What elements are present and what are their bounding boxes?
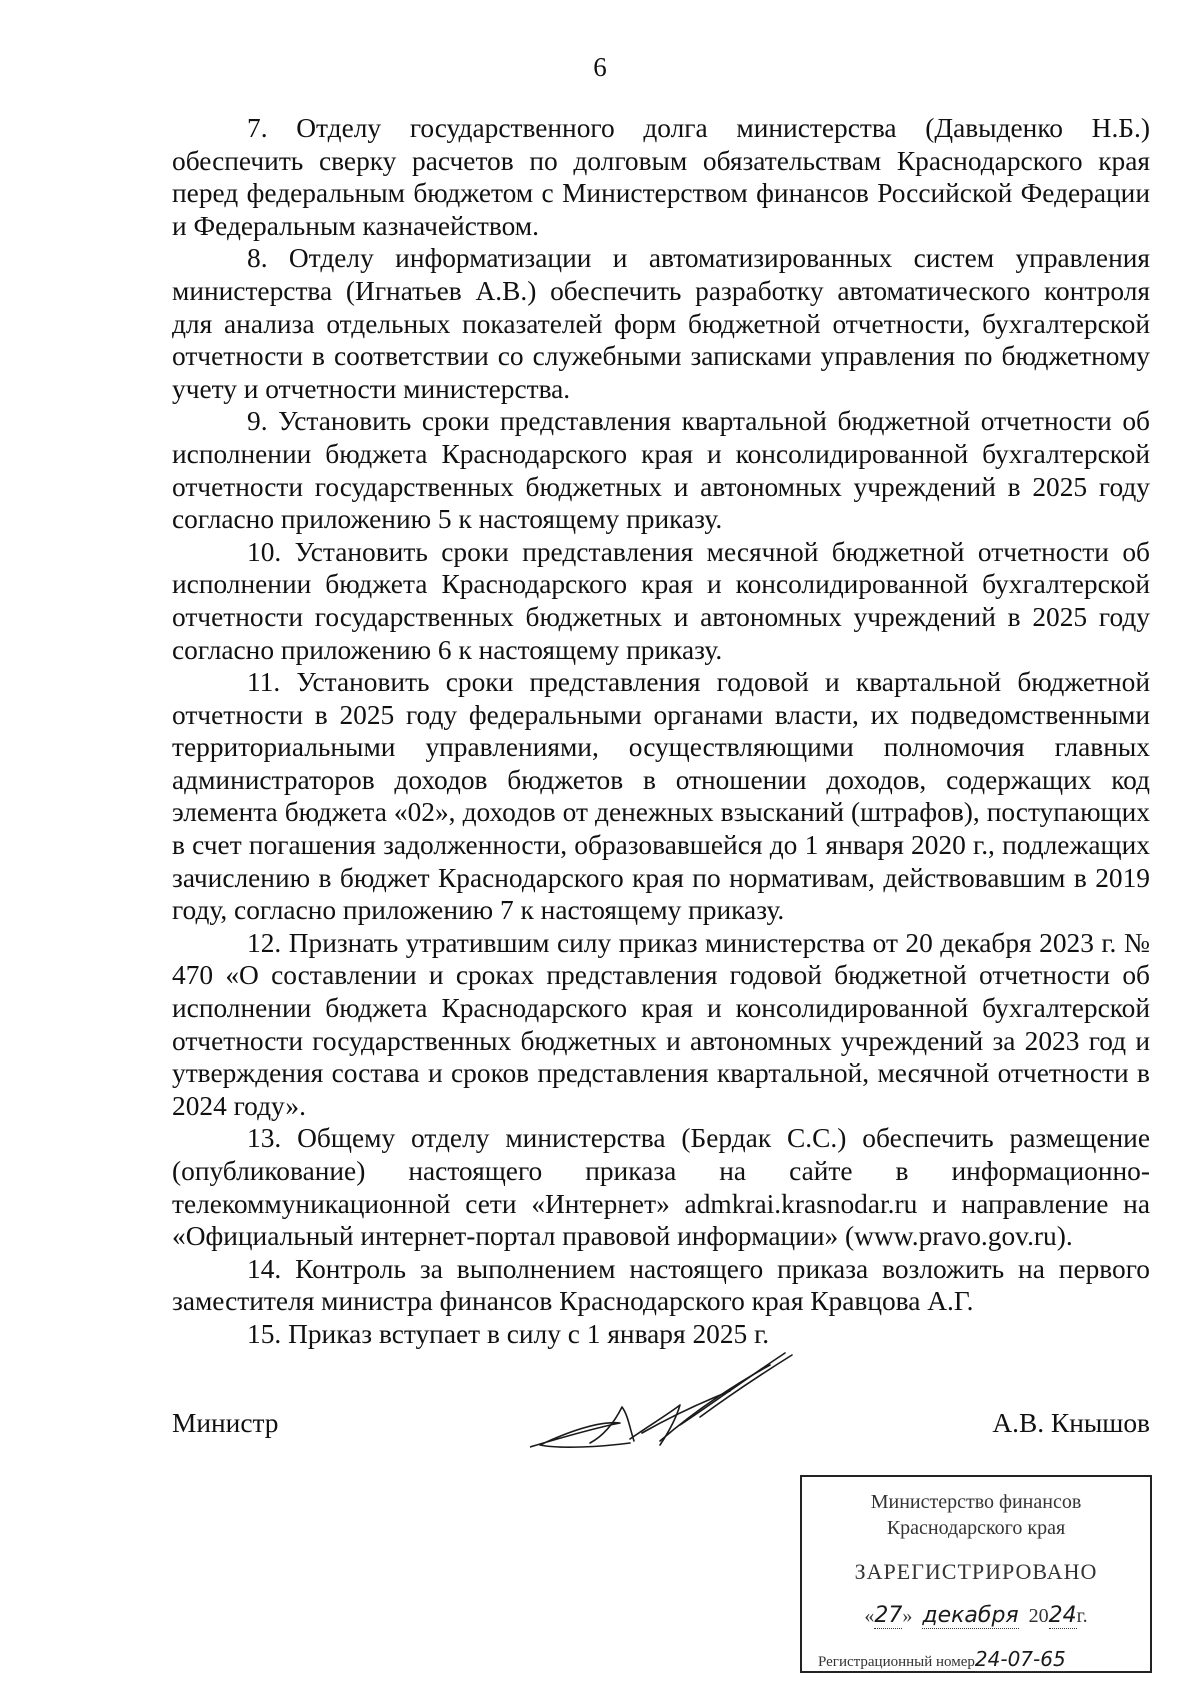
stamp-year-unit: г. xyxy=(1076,1605,1088,1627)
stamp-year-suffix: 24 xyxy=(1048,1603,1077,1628)
stamp-quote-open: « xyxy=(864,1605,875,1627)
page-number: 6 xyxy=(593,52,607,82)
paragraph-9: 9. Установить сроки представления квартальной бюджетной отчетности об исполнении бюджета Краснодарского края и консолидированной бухгалтерской отчетности государственных бюджетных и автономных учреждений в 2025 году согласно приложению 5 к настоящему приказу. xyxy=(172,406,1150,535)
paragraph-8: 8. Отделу информатизации и автоматизированных систем управления министерства (Игнатьев А.В.) обеспечить разработку автоматического контроля для анализа отдельных показателей форм бюджетной отчетности, бухгалтерской отчетности в соответствии со служебными записками управления по бюджетному учету и отчетности министерства. xyxy=(172,243,1150,404)
paragraph-13: 13. Общему отделу министерства (Бердак С.С.) обеспечить размещение (опубликование) настоящего приказа на сайте в информационно-телекоммуникационной сети «Интернет» admkrai.krasnodar.ru и направление на «Официальный интернет-портал правовой информации» (www.pravo.gov.ru). xyxy=(172,1123,1150,1252)
paragraph-7: 7. Отделу государственного долга министерства (Давыденко Н.Б.) обеспечить сверку расчетов по долговым обязательствам Краснодарского края перед федеральным бюджетом с Министерством финансов Российской Федерации и Федеральным казначейством. xyxy=(172,113,1150,241)
signer-position: Министр xyxy=(172,1408,279,1438)
registration-stamp xyxy=(800,1475,1152,1673)
stamp-number-value: 24-07-65 xyxy=(974,1647,1066,1671)
document-body xyxy=(172,112,1150,1351)
handwritten-signature xyxy=(530,1345,810,1485)
signer-name: А.В. Кнышов xyxy=(992,1408,1150,1438)
stamp-date-line xyxy=(802,1603,1150,1633)
stamp-org-line-1: Министерство финансов xyxy=(870,1491,1082,1513)
stamp-quote-close: » xyxy=(902,1605,913,1627)
stamp-year-prefix: 20 xyxy=(1028,1605,1049,1627)
stamp-number-line xyxy=(802,1647,1150,1671)
paragraph-10: 10. Установить сроки представления месячной бюджетной отчетности об исполнении бюджета Краснодарского края и консолидированной бухгалтерской отчетности государственных бюджетных и автономных учреждений в 2025 году согласно приложению 6 к настоящему приказу. xyxy=(172,536,1150,665)
stamp-title: ЗАРЕГИСТРИРОВАНО xyxy=(854,1559,1098,1584)
paragraph-12: 12. Признать утратившим силу приказ министерства от 20 декабря 2023 г. № 470 «О составлении и сроках представления годовой бюджетной отчетности об исполнении бюджета Краснодарского края и консолидированной бухгалтерской отчетности государственных бюджетных и автономных учреждений за 2023 год и утверждения состава и сроков представления квартальной, месячной отчетности в 2024 году». xyxy=(172,927,1150,1121)
stamp-month: декабря xyxy=(922,1603,1019,1628)
paragraph-15: 15. Приказ вступает в силу с 1 января 2025 г. xyxy=(247,1318,770,1349)
stamp-number-label: Регистрационный номер xyxy=(818,1654,975,1670)
stamp-org-line-2: Краснодарского края xyxy=(886,1517,1066,1539)
paragraph-14: 14. Контроль за выполнением настоящего приказа возложить на первого заместителя министра финансов Краснодарского края Кравцова А.Г. xyxy=(172,1253,1150,1317)
stamp-day: 27 xyxy=(874,1603,903,1628)
paragraph-11: 11. Установить сроки представления годовой и квартальной бюджетной отчетности в 2025 году федеральными органами власти, их подведомственными территориальными управлениями, осуществляющими полномочия главных администраторов доходов бюджетов в отношении доходов, содержащих код элемента бюджета «02», доходов от денежных взысканий (штрафов), поступающих в счет погашения задолженности, образовавшейся до 1 января 2020 г., подлежащих зачислению в бюджет Краснодарского края по нормативам, действовавшим в 2019 году, согласно приложению 7 к настоящему приказу. xyxy=(172,667,1150,926)
